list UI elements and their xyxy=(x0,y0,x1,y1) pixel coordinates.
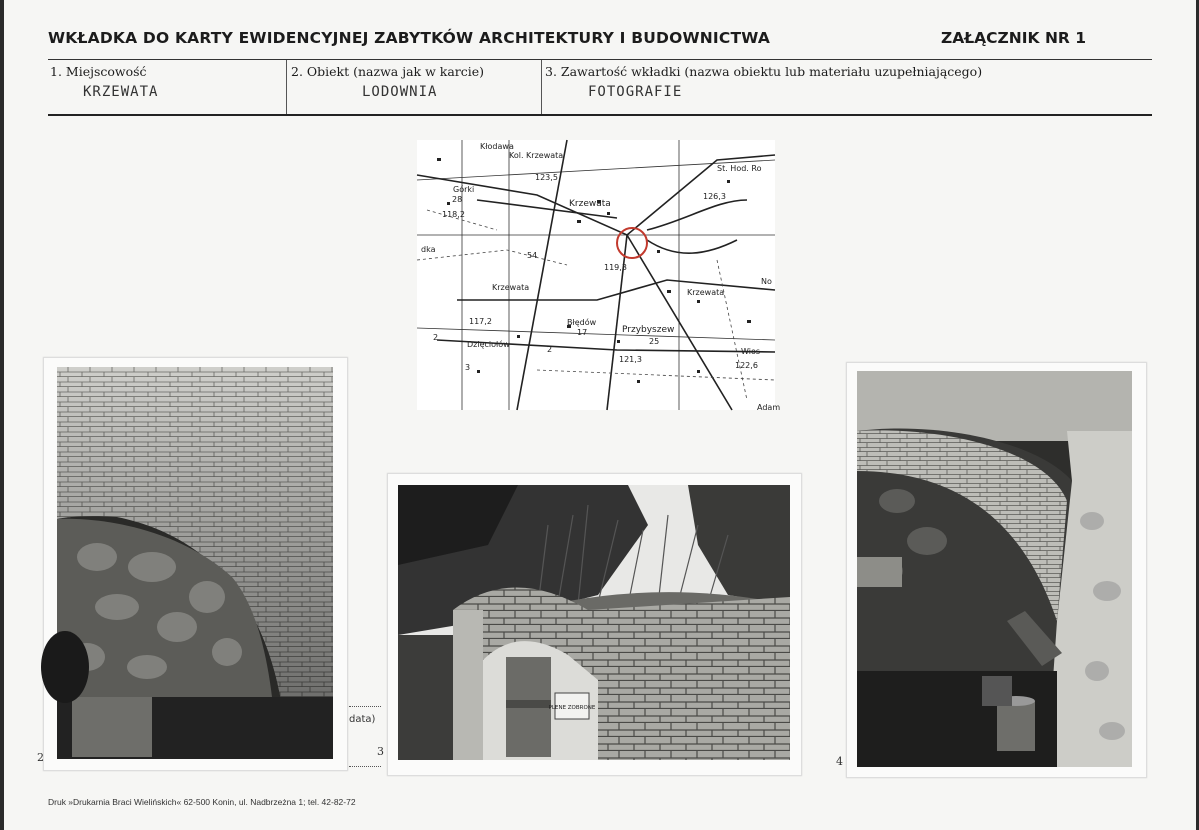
map-label: Krzewata xyxy=(687,288,725,297)
map-label: Krzewata xyxy=(492,283,530,292)
map-label: 121,3 xyxy=(619,355,642,364)
header-rule-bottom xyxy=(48,114,1152,116)
map-label: 17 xyxy=(577,328,588,337)
scan-edge-left xyxy=(0,0,4,830)
map-label: St. Hod. Ro xyxy=(717,164,762,173)
map-label: Górki xyxy=(453,185,475,194)
map-label: Krzewata xyxy=(569,199,611,209)
photo-cellar-corridor xyxy=(857,371,1132,767)
map-label: No xyxy=(761,277,772,286)
header-rule-top xyxy=(48,59,1152,60)
map-label: Adam xyxy=(757,403,781,412)
map-label: 118,2 xyxy=(442,210,465,219)
location-map-drawing xyxy=(417,140,781,412)
photo-number: 3 xyxy=(377,745,384,758)
map-label: 54 xyxy=(527,251,538,260)
field-separator xyxy=(541,60,542,114)
field-separator xyxy=(286,60,287,114)
map-label: 2 xyxy=(547,345,553,354)
map-label: dka xyxy=(421,245,436,254)
date-dotted-line xyxy=(349,766,381,767)
map-label: 123,5 xyxy=(535,173,558,182)
photo-number: 2 xyxy=(37,751,44,764)
map-label: 28 xyxy=(452,195,463,204)
sign-text: PLENE ZOBRONE xyxy=(548,705,596,711)
photo-icehouse-entrance xyxy=(398,485,790,760)
map-label: 25 xyxy=(649,337,660,346)
document-title: WKŁADKA DO KARTY EWIDENCYJNEJ ZABYTKÓW ARCHITEKTURY I BUDOWNICTWA xyxy=(48,29,771,47)
date-caption: data) xyxy=(349,714,376,725)
annex-number: ZAŁĄCZNIK NR 1 xyxy=(941,29,1087,47)
field-value-contents: FOTOGRAFIE xyxy=(588,84,683,100)
map-label: 126,3 xyxy=(703,192,726,201)
map-label: Dzięciołów xyxy=(467,340,510,349)
printer-imprint: Druk »Drukarnia Braci Wielińskich« 62-500 Konin, ul. Nadbrzeżna 1; tel. 42-82-72 xyxy=(48,797,356,807)
field-label-contents: 3. Zawartość wkładki (nazwa obiektu lub materiału uzupełniającego) xyxy=(545,64,983,79)
map-label: 117,2 xyxy=(469,317,492,326)
map-label: 119,3 xyxy=(604,263,627,272)
field-label-object: 2. Obiekt (nazwa jak w karcie) xyxy=(291,64,485,79)
map-label: Błędów xyxy=(567,318,597,327)
map-label: Kol. Krzewata xyxy=(509,151,564,160)
field-value-locality: KRZEWATA xyxy=(83,84,159,100)
date-dotted-line xyxy=(349,706,381,707)
map-label: 122,6 xyxy=(735,361,758,370)
map-label: Przybyszew xyxy=(622,325,675,335)
photo-number: 4 xyxy=(836,755,843,768)
map-label: Kłodawa xyxy=(480,142,514,151)
map-label: 2 xyxy=(433,333,439,342)
location-map xyxy=(417,140,781,412)
map-label: Wios xyxy=(741,347,761,356)
map-label: 3 xyxy=(465,363,471,372)
field-value-object: LODOWNIA xyxy=(362,84,438,100)
photo-cellar-vault xyxy=(57,367,333,759)
field-label-locality: 1. Miejscowość xyxy=(50,64,147,79)
